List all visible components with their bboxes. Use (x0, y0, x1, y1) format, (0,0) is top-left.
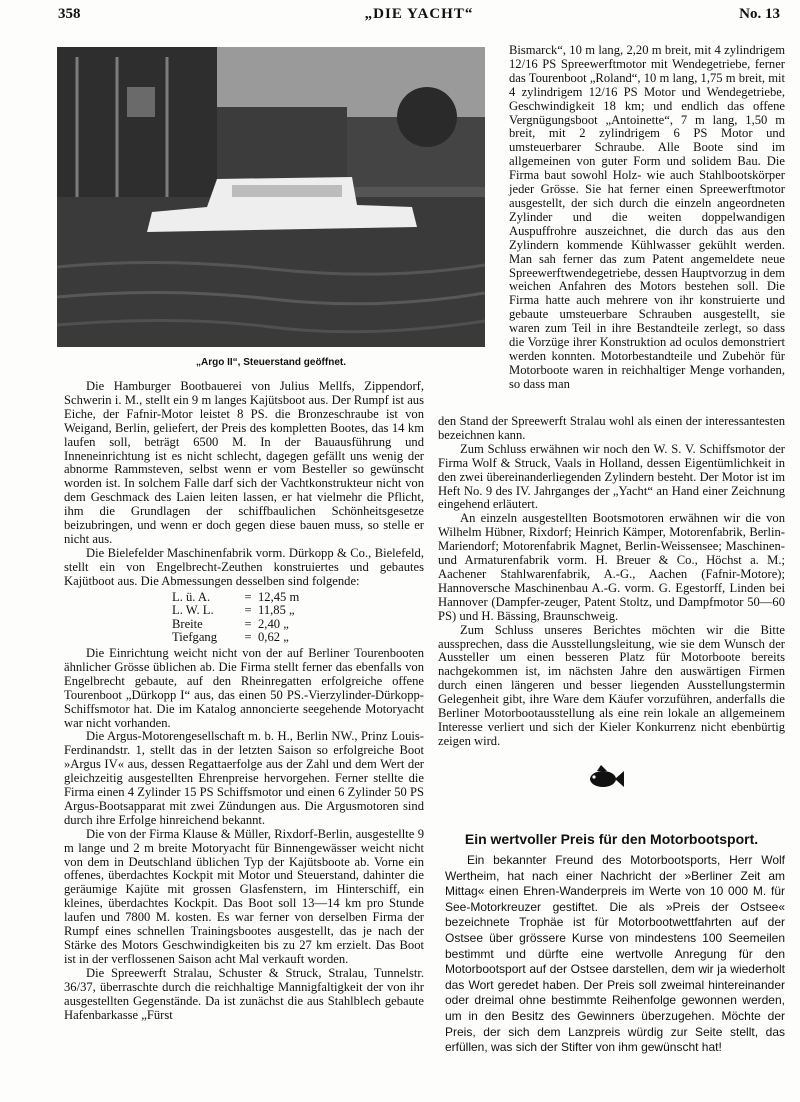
paragraph: den Stand der Spreewerft Stralau wohl als einen der interessantesten bezeichnen kann. (438, 414, 785, 442)
dimension-label: L. ü. A. (172, 589, 211, 604)
issue-number: No. 13 (739, 6, 780, 22)
dimension-label: Tiefgang (172, 630, 218, 645)
right-column-top (509, 44, 785, 392)
paragraph: Die Bielefelder Maschinenfabrik vorm. Dürkopp & Co., Bielefeld, stellt ein von Engelbrecht-Zeuthen konstruiertes und gebautes Kajütboot aus. Die Abmessungen desselben sind folgende: (64, 545, 424, 588)
page-header (58, 6, 780, 26)
paragraph: Bismarck“, 10 m lang, 2,20 m breit, mit 4 zylindrigem 12/16 PS Spreewerftmotor mit Wendegetriebe, ferner das Tourenboot „Roland“, 10 m lang, 1,75 m breit, mit 4 zylindrigem 12/16 PS Motor und Wendegetriebe, Geschwindigkeit 18 km; und endlich das offene Vergnügungsboot „Antoinette“, 7 m lang, 1,50 m breit, mit 2 zylindrigem 6 PS Motor und umsteuerbarer Schraube. Alle Boote sind im allgemeinen von guter Form und solidem Bau. Die Firma baut sowohl Holz- wie auch Stahlbootskörper jeder Grösse. Sie hat ferner einen Spreewerftmotor ausgestellt, der sich durch die einzeln angeordneten Zylinder und die weiten doppelwandigen Auspuffrohre auszeichnet, die durch das aus den Zylindern kommende Kühlwasser gekühlt werden. Man sah ferner das zum Patent angemeldete neue Spreewerftwendegetriebe, dessen Hauptvorzug in dem weichen Anfahren des Motors bestehen soll. Die Firma hatte auch mehrere von ihr konstruierte und gebaute umsteuerbare Schrauben ausgestellt, sie waren zum Teil in ihre Bestandteile zerlegt, so dass die Vorzüge ihrer Konstruktion ad oculos demonstriert werden konnten. Motorbestandteile und Zubehör für Motorboote waren in reichhaltiger Menge vorhanden, so dass man (509, 43, 785, 391)
dimension-value: 11,85 „ (258, 603, 295, 618)
page-number: 358 (58, 6, 81, 22)
equals-sign: = (244, 630, 252, 645)
paragraph: Die Hamburger Bootbauerei von Julius Mellfs, Zippendorf, Schwerin i. M., stellt ein 9 m langes Kajütsboot aus. Der Rumpf ist aus Eiche, der Fafnir-Motor leistet 8 PS. die Bronzeschraube ist von Weigand, Berlin, geliefert, der Preis des kompletten Bootes, das 14 km laufen soll, beträgt 6500 M. In der Bauausführung und Inneneinrichtung ist es nicht schlecht, dagegen gefällt uns wenig der abnorme Rammsteven, selbst wenn er vom Besteller so gewünscht worden ist. In solchem Falle darf sich der Vachtkonstrukteur nicht von dem Geschmack des Laien leiten lassen, er hat vielmehr die Pflicht, ihm die Grundlagen der schiffbaulichen Schönheitsgesetze beizubringen, und wenn er doch gegen diese bauen muss, so stelle er nicht aus. (64, 379, 424, 546)
dimension-row (172, 591, 299, 605)
dimension-value: 2,40 „ (258, 616, 289, 631)
paragraph: Die Argus-Motorengesellschaft m. b. H., Berlin NW., Prinz Louis-Ferdinandstr. 1, stellt das in der letzten Saison so erfolgreiche Boot »Argus IV« aus, dessen Regattaerfolge aus der Zahl und dem Wert der gleichzeitig ausgestellten Ehrenpreise hervorgehen. Ferner stellte die Firma einen 4 Zylinder 15 PS Schiffsmotor und einen 6 Zylinder 50 PS Argus-Bootsapparat mit zwei Zündungen aus. Die Argusmotoren sind durch ihre Erfolge hinreichend bekannt. (64, 729, 424, 827)
boat-photo (57, 47, 485, 347)
right-column (438, 415, 785, 749)
dimension-row (172, 604, 299, 618)
dimension-label: L. W. L. (172, 603, 214, 618)
dimension-row (172, 618, 299, 632)
equals-sign: = (244, 589, 252, 604)
equals-sign: = (244, 616, 252, 631)
paragraph: Zum Schluss unseres Berichtes möchten wir die Bitte aussprechen, dass die Ausstellungsleitung, wie sie dem Wunsch der Aussteller um einen besseren Platz für Motorboote bereits nachgekommen ist, im nächsten Jahre den auswärtigen Firmen durch einen längeren und besser liegenden Ausstellungstermin Gelegenheit gibt, ihre Ware dem Käufer vorzuführen, anderfalls die Berliner Motorbootausstellung als eine rein lokale an allgemeinem Interesse verliert und sich der Kieler Konkurrenz nicht ebenbürtig zeigen wird. (438, 622, 785, 748)
journal-title: „DIE YACHT“ (364, 6, 474, 22)
dimension-value: 0,62 „ (258, 630, 289, 645)
fish-ornament-icon (585, 764, 625, 792)
paragraph: An einzeln ausgestellten Bootsmotoren erwähnen wir die von Wilhelm Hübner, Rixdorf; Heinrich Kämper, Motorenfabrik, Berlin-Mariendorf; Motorenfabrik Magnet, Berlin-Weissensee; Maschinen- und Armaturenfabrik vorm. H. Breuer & Co., Höchst a. M.; Aachener Stahlwarenfabrik, A.-G., Aachen (Fafnir-Motore); Hannoversche Maschinenbau A.-G. vorm. G. Egestorff, Linden bei Hannover (Dampfer-zeuger, Patent Stoltz, und Dampfmotor 50—60 PS) und H. Bässing, Braunschweig. (438, 511, 785, 623)
photo-caption: „Argo II“, Steuerstand geöffnet. (195, 357, 346, 368)
paragraph: Die von der Firma Klause & Müller, Rixdorf-Berlin, ausgestellte 9 m lange und 2 m breite Motoryacht für Binnengewässer weicht nicht von dem in Deutschland üblichen Typ der Kajütsboote ab. Vorne ein offenes, überdachtes Kockpit mit Motor und Steuerstand, dahinter die geräumige Kajüte mit grossen Glasfenstern, im Hinterschiff, ein kleines, überdachtes Kockpit. Das Boot soll 13—14 km pro Stunde laufen und 7800 M. kosten. Es war ferner von derselben Firma der Rumpf eines schnellen Trainingsbootes ausgestellt, das je nach der Stärke des Motors Geschwindigkeiten bis zu 27 km erzielt. Das Boot ist in der verflossenen Saison acht Mal verkauft worden. (64, 826, 424, 966)
left-column (64, 380, 424, 1022)
paragraph: Die Spreewerft Stralau, Schuster & Struck, Stralau, Tunnelstr. 36/37, überraschte durch die reichhaltige Mannigfaltigkeit der von ihr ausgestellten Gegenstände. Da ist zunächst die aus Stahlblech gebaute Hafenbarkasse „Fürst (64, 965, 424, 1022)
paragraph: Ein bekannter Freund des Motorbootsports, Herr Wolf Wertheim, hat nach einer Nachricht der »Berliner Zeit am Mittag« einen Ehren-Wanderpreis im Werte von 10 000 M. für See-Motorkreuzer gestiftet. Die als »Preis der Ostsee« bezeichnete Trophäe ist für Motorbootwettfahrten auf der Ostsee über grössere Kurse von mindestens 100 Seemeilen bestimmt und dürfte eine wertvolle Anregung für den Motorbootsport auf der Ostsee darstellen, dem wir ja wiederholt das Wort geredet haben. Der Preis soll zweimal hintereinander oder dreimal ohne bestimmte Reihenfolge gewonnen werden, um in den Besitz des Gewinners überzugehen. Möchte der Preis, der sich dem Lanzpreis würdig zur Seite stellt, das erfüllen, was sich der Stifter von ihm gewünscht hat! (445, 853, 785, 1055)
dimension-label: Breite (172, 616, 203, 631)
dimensions-table (172, 591, 299, 645)
dimension-value: 12,45 m (258, 589, 300, 604)
section-body (445, 853, 785, 1056)
paragraph: Die Einrichtung weicht nicht von der auf Berliner Tourenbooten ähnlicher Grösse üblichen ab. Die Firma stellt ferner das ebenfalls von Engelbrecht gebaute, auf den Rheinregatten erfolgreiche offene Tourenboot „Dürkopp I“ aus, das einen 50 PS.-Vierzylinder-Dürkopp-Schiffsmotor hat. Die im Katalog annoncierte seegehende Motoryacht war nicht vorhanden. (64, 645, 424, 730)
paragraph: Zum Schluss erwähnen wir noch den W. S. V. Schiffsmotor der Firma Wolf & Struck, Vaals in Holland, dessen Eigentümlichkeit in den zwei übereinanderliegenden Zylindern besteht. Der Motor ist im Heft No. 9 des IV. Jahrganges der „Yacht“ an Hand einer Zeichnung eingehend erläutert. (438, 441, 785, 512)
dimension-row (172, 631, 299, 645)
section-heading: Ein wertvoller Preis für den Motorbootsport. (464, 831, 759, 847)
equals-sign: = (244, 603, 252, 618)
